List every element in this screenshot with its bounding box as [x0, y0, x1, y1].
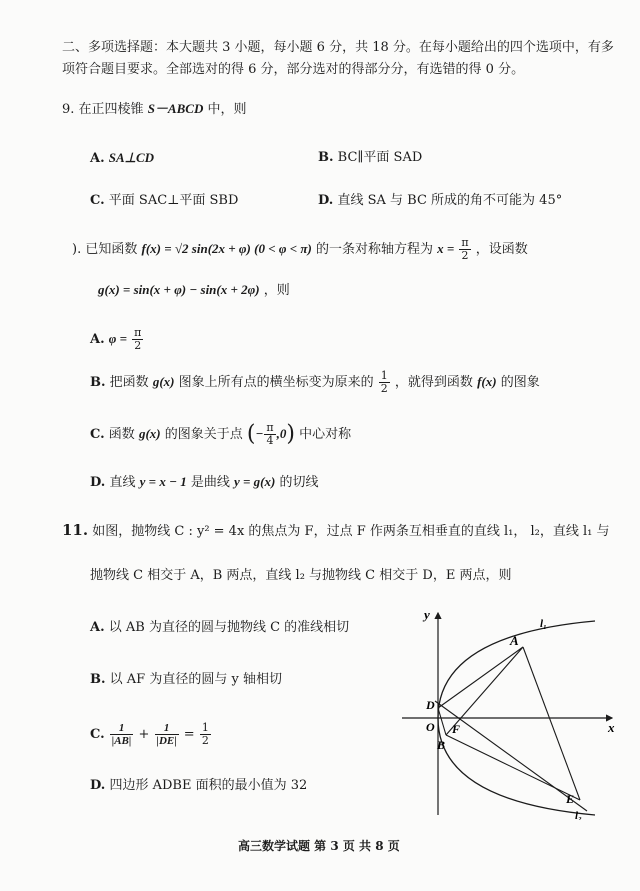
q10-option-b-func: g(x) [152, 374, 175, 389]
q9-option-c [90, 193, 238, 209]
label-l1: l₁ [540, 618, 547, 630]
label-B: B [437, 738, 446, 752]
q10-option-c-fraction [264, 422, 275, 447]
q10-option-a-lhs: φ = [108, 331, 128, 346]
q9-option-c-label: C. [90, 193, 105, 208]
q10-option-a-label: A. [90, 332, 105, 347]
q11-option-c-label: C. [90, 727, 105, 742]
q10-option-c-minus: − [255, 426, 264, 441]
q10-option-c-numerator: π [266, 421, 274, 434]
q11-option-c-term2-den: |DE| [156, 735, 177, 747]
q10-option-c [90, 422, 351, 447]
q11-stem-line1 [62, 522, 610, 540]
q10-option-b-func2: f(x) [477, 374, 497, 389]
q11-stem-line2: 抛物线 C 相交于 A，B 两点，直线 l₂ 与抛物线 C 相交于 D，E 两点，则 [90, 568, 512, 583]
q11-option-a-text: 以 AB 为直径的圆与抛物线 C 的准线相切 [108, 620, 350, 635]
q10-g-suffix: ，则 [263, 283, 290, 298]
q11-option-a [90, 620, 349, 636]
label-y: y [424, 607, 430, 622]
q10-option-b [90, 370, 540, 395]
q10-g-formula: g(x) = sin(x + φ) − sin(x + 2φ) [98, 282, 260, 297]
q10-option-d-pre: 直线 [109, 475, 136, 490]
q10-option-d-line: y = x − 1 [139, 474, 187, 489]
q10-option-c-post: 中心对称 [299, 427, 352, 442]
q10-option-a-fraction [132, 327, 143, 352]
section-heading-line1: 二、多项选择题：本大题共 3 小题，每小题 6 分，共 18 分。在每小题给出的四个选项中，有多 [62, 40, 614, 55]
q10-option-b-numerator: 1 [380, 369, 388, 382]
q10-stem-b: 的一条对称轴方程为 [315, 242, 433, 257]
q9-stem-prefix: 在正四棱锥 [78, 102, 144, 117]
q10-number: ). [72, 242, 82, 257]
q10-option-d-curve: y = g(x) [234, 474, 276, 489]
q10-option-b-label: B. [90, 375, 106, 390]
label-x: x [608, 720, 615, 735]
q11-option-b [90, 672, 282, 688]
q11-option-c-plus: + [138, 727, 150, 742]
q10-option-c-label: C. [90, 427, 105, 442]
label-l2: l₂ [575, 810, 582, 820]
parabola-figure [400, 605, 620, 820]
q10-option-c-pre: 函数 [108, 427, 135, 442]
q9-option-b-label: B. [318, 150, 334, 165]
q10-stem-a: 已知函数 [85, 242, 138, 257]
q10-option-c-denominator: 4 [266, 434, 274, 447]
q10-option-a-denominator: 2 [134, 339, 142, 352]
q10-option-d [90, 474, 319, 491]
q11-line1-text: 如图，抛物线 C : y² = 4x 的焦点为 F，过点 F 作两条互相垂直的直线 l₁， l₂，直线 l₁ 与 [92, 524, 610, 539]
q9-stem [62, 101, 247, 118]
q10-option-b-mid: 图象上所有点的横坐标变为原来的 [178, 375, 374, 390]
q11-option-a-label: A. [90, 620, 105, 635]
q11-option-c-term1-num: 1 [110, 722, 134, 735]
q10-option-d-post: 的切线 [279, 475, 319, 490]
q9-option-d-label: D. [318, 193, 334, 208]
page-footer: 高三数学试题 第 3 页 共 8 页 [238, 839, 400, 853]
q11-option-c-term2-num: 1 [155, 722, 179, 735]
q10-option-d-mid: 是曲线 [190, 475, 230, 490]
q10-stem [72, 237, 528, 262]
label-D: D [426, 698, 435, 712]
q10-option-c-comma-zero: ,0 [276, 426, 287, 441]
q10-axis-lhs: x = [437, 241, 455, 256]
q10-axis-denominator: 2 [461, 249, 469, 262]
q9-option-a [90, 150, 154, 167]
q10-stem-c: ，设函数 [475, 242, 528, 257]
q10-g-definition [98, 282, 290, 299]
q11-option-b-label: B. [90, 672, 106, 687]
q10-axis-numerator: π [461, 236, 469, 249]
q10-option-d-label: D. [90, 475, 106, 490]
q9-number: 9. [62, 102, 75, 117]
q11-option-c-result [200, 722, 211, 747]
q11-option-c-result-num: 1 [201, 721, 209, 734]
q10-option-b-mid2: ，就得到函数 [394, 375, 473, 390]
q11-option-d [90, 778, 307, 794]
q10-option-c-open-paren: ( [246, 421, 256, 447]
q9-option-d-text: 直线 SA 与 BC 所成的角不可能为 45° [337, 193, 563, 208]
q10-option-b-pre: 把函数 [109, 375, 149, 390]
q9-option-a-label: A. [90, 151, 105, 166]
label-O: O [426, 720, 435, 734]
q11-option-c-term1 [110, 722, 134, 747]
q9-option-b [318, 150, 422, 166]
q11-option-c-term2 [155, 722, 179, 747]
q11-option-c [90, 722, 212, 747]
q9-option-a-text: SA⊥CD [108, 150, 155, 165]
label-F: F [452, 722, 461, 736]
q11-option-c-equals: = [183, 727, 195, 742]
q10-option-a [90, 327, 144, 352]
q10-option-c-close-paren: ) [286, 421, 295, 447]
section-heading-line2: 项符合题目要求。全部选对的得 6 分，部分选对的得部分分，有选错的得 0 分。 [62, 62, 525, 77]
q9-option-c-text: 平面 SAC⊥平面 SBD [108, 193, 239, 208]
label-E: E [566, 792, 575, 806]
q10-option-c-func: g(x) [138, 426, 161, 441]
q10-stem-function: f(x) = √2 sin(2x + φ) (0 < φ < π) [141, 241, 312, 256]
q11-number: 11. [62, 521, 89, 539]
q10-axis-fraction [459, 237, 470, 262]
q9-stem-math: S－ABCD [147, 101, 204, 116]
q10-option-b-denominator: 2 [380, 382, 388, 395]
q10-option-b-post: 的图象 [500, 375, 540, 390]
q9-stem-suffix: 中，则 [207, 102, 247, 117]
label-A: A [510, 633, 519, 648]
segment-AD [438, 647, 523, 708]
q9-option-b-text: BC∥平面 SAD [337, 150, 423, 165]
q11-option-c-term1-den: |AB| [111, 735, 132, 747]
q10-option-c-mid: 的图象关于点 [164, 427, 243, 442]
q11-option-d-text: 四边形 ADBE 面积的最小值为 32 [109, 778, 308, 793]
q10-option-b-fraction [379, 370, 390, 395]
q10-option-a-numerator: π [134, 326, 142, 339]
q11-option-b-text: 以 AF 为直径的圆与 y 轴相切 [109, 672, 282, 687]
q11-option-d-label: D. [90, 778, 106, 793]
q9-option-d [318, 193, 562, 209]
q11-option-c-result-den: 2 [201, 734, 209, 747]
